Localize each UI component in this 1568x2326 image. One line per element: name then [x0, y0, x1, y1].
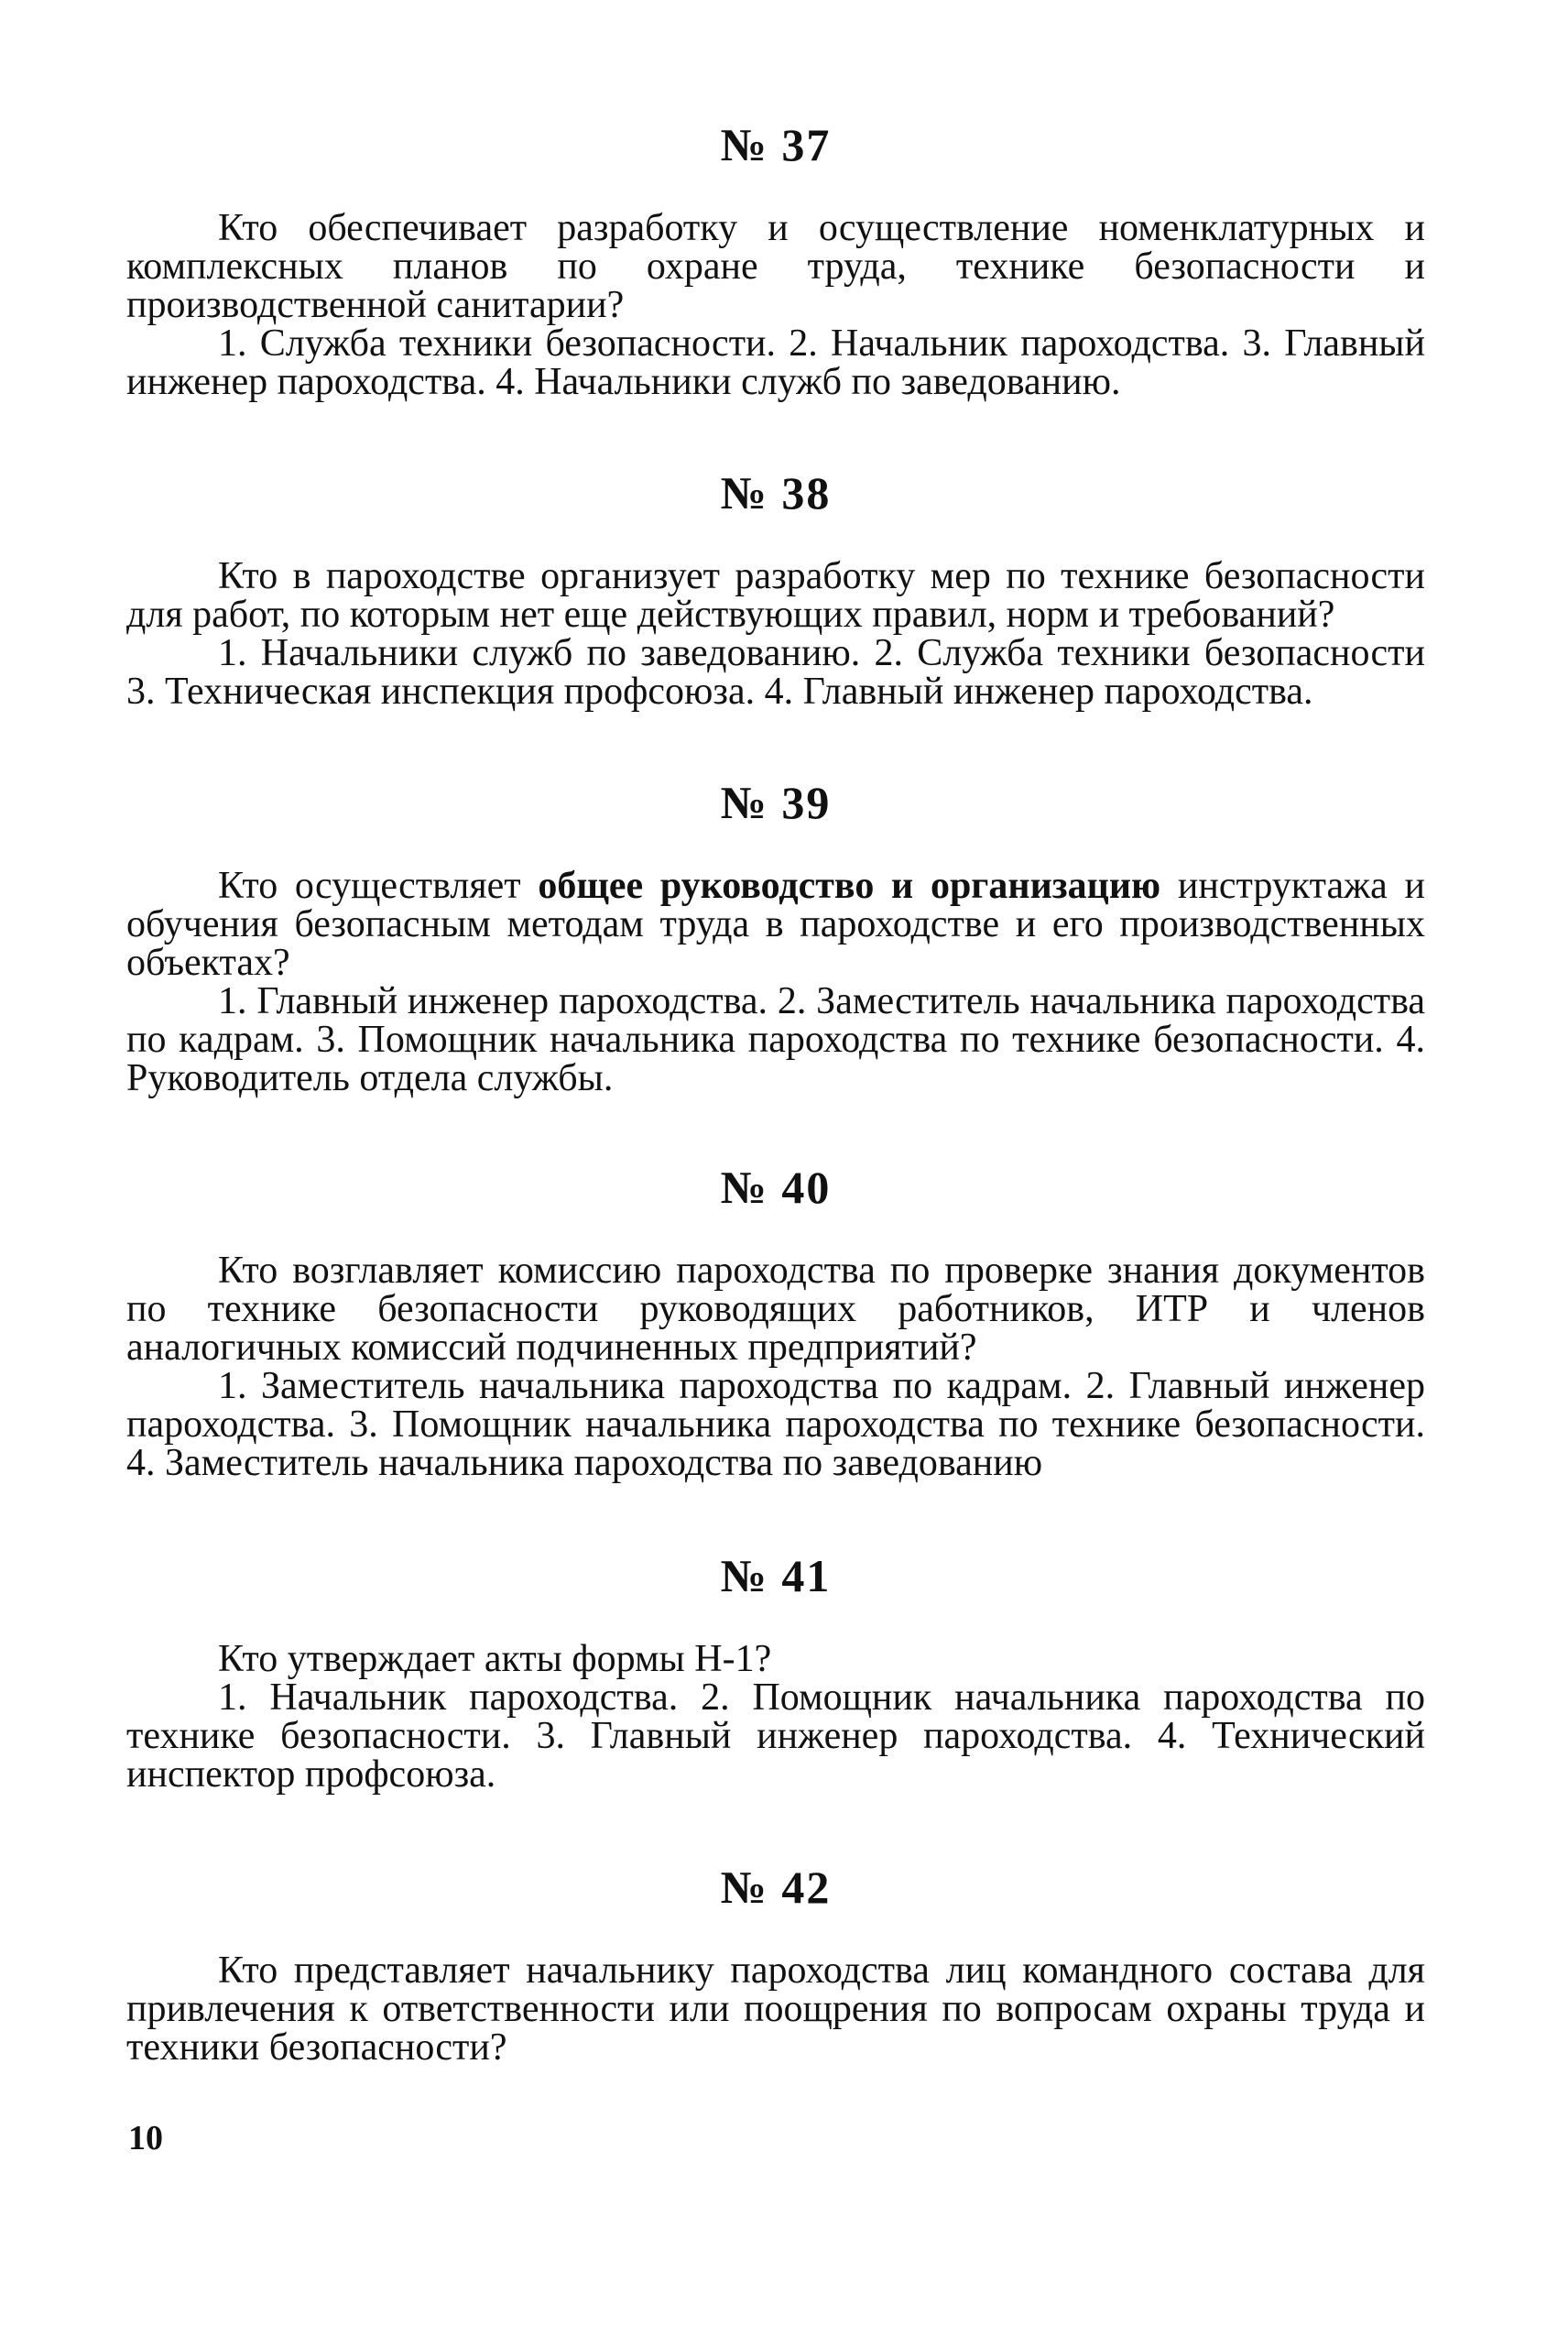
question-text: Кто в пароходстве организует разработку мер по технике безопасности для работ, по которым нет еще действующих правил, норм и требований? — [126, 555, 1425, 636]
question-37 — [126, 117, 1425, 401]
answer-options: 1. Главный инженер пароходства. 2. Заместитель начальника пароходства по кадрам. 3. Помощник начальника пароходства по технике безопасности. 4. Руководитель отдела службы. — [126, 980, 1425, 1099]
question-number: № 38 — [720, 467, 832, 519]
answer-options: 1. Заместитель начальника пароходства по кадрам. 2. Главный инженер пароходства. 3. Помощник начальника пароходства по технике безопасности. 4. Заместитель начальника пароходства по заведованию — [126, 1365, 1425, 1484]
question-40 — [126, 1160, 1425, 1482]
page-number: 10 — [128, 2119, 163, 2157]
question-text: Кто обеспечивает разработку и осуществление номенклатурных и комплексных планов по охране труда, технике безопасности и производственной санитарии? — [126, 207, 1425, 326]
question-text-emphasis: общее руководство и организацию — [538, 865, 1161, 907]
question-text: Кто представляет начальнику пароходства лиц командного состава для привлечения к ответственности или поощрения по вопросам охраны труда и техники безопасности? — [126, 1949, 1425, 2069]
question-text: Кто утверждает акты формы Н-1? — [218, 1638, 772, 1680]
question-number: № 41 — [720, 1550, 832, 1601]
answer-options: 1. Служба техники безопасности. 2. Начальник пароходства. 3. Главный инженер пароходства. 4. Начальники служб по заведованию. — [126, 322, 1425, 403]
question-number: № 40 — [720, 1162, 832, 1213]
question-text: Кто возглавляет комиссию пароходства по проверке знания документов по технике безопасности руководящих работников, ИТР и членов аналогичных комиссий подчиненных предприятий? — [126, 1250, 1425, 1369]
question-number: № 42 — [720, 1862, 832, 1913]
question-42 — [126, 1860, 1425, 2067]
question-text — [126, 867, 1425, 982]
document-page — [126, 117, 1425, 2067]
answer-options: 1. Начальник пароходства. 2. Помощник начальника пароходства по технике безопасности. 3. Главный инженер пароходства. 4. Технический инспектор профсоюза. — [126, 1676, 1425, 1796]
question-number: № 39 — [720, 777, 832, 828]
answer-options: 1. Начальники служб по заведованию. 2. Служба техники безопасности 3. Техническая инспекция профсоюза. 4. Главный инженер пароходства. — [126, 632, 1425, 713]
question-38 — [126, 465, 1425, 711]
question-text-end: инструктажа и обучения безопасным методам труда в пароходстве и его производственных объектах? — [126, 865, 1425, 984]
question-number: № 37 — [720, 119, 832, 170]
question-text-start: Кто осуществляет — [218, 865, 539, 907]
question-39 — [126, 775, 1425, 1097]
question-41 — [126, 1548, 1425, 1794]
